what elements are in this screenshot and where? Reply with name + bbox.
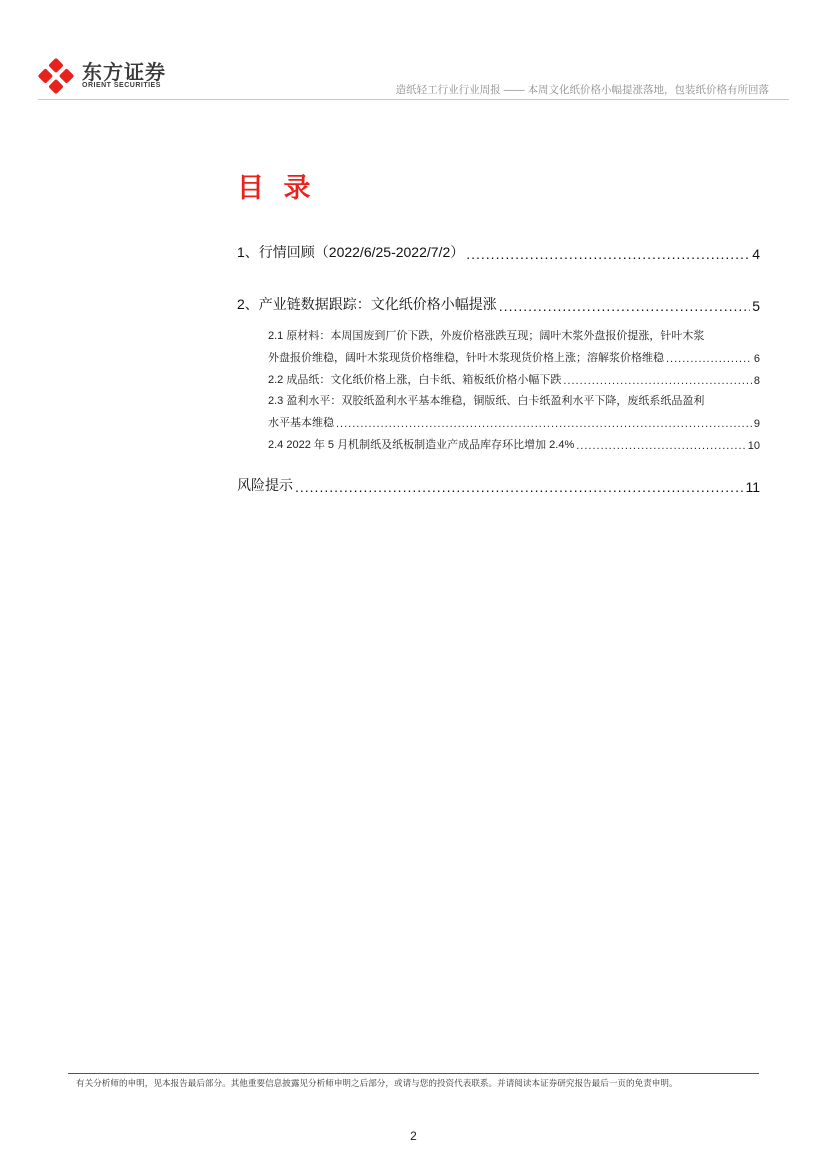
toc-item-label: 水平基本维稳 — [268, 417, 334, 429]
toc-item-label: 风险提示 — [237, 477, 293, 493]
toc-item-page: 8 — [753, 375, 760, 387]
toc-item-raw-materials-line1[interactable]: 2.1 原材料：本周国废到厂价下跌，外废价格涨跌互现；阔叶木浆外盘报价提涨，针叶木浆 — [268, 330, 705, 342]
toc-item-label: 2.4 2022 年 5 月机制纸及纸板制造业产成品库存环比增加 2.4% — [268, 439, 575, 451]
toc-item-market-review[interactable] — [237, 242, 760, 262]
header-divider — [38, 99, 789, 100]
logo-name-cn: 东方证券 — [82, 62, 166, 84]
toc-item-label: 外盘报价维稳，阔叶木浆现货价格维稳，针叶木浆现货价格上涨；溶解浆价格维稳 — [268, 352, 664, 364]
toc-item-profitability-line1[interactable]: 2.3 盈利水平：双胶纸盈利水平基本维稳，铜版纸、白卡纸盈利水平下降，废纸系纸品盈利 — [268, 395, 705, 407]
toc-item-page: 10 — [747, 440, 760, 452]
toc-leader-dots — [576, 440, 746, 452]
toc-item-industry-chain[interactable] — [237, 294, 760, 314]
toc-item-inventory[interactable] — [268, 436, 760, 452]
toc-item-risk-warning[interactable] — [237, 475, 760, 495]
toc-leader-dots — [336, 418, 752, 430]
toc-leader-dots — [563, 375, 752, 387]
toc-item-page: 9 — [753, 418, 760, 430]
toc-item-page: 4 — [752, 246, 760, 262]
toc-title: 目 录 — [237, 173, 317, 203]
page-number: 2 — [410, 1129, 417, 1143]
toc-item-label: 2、产业链数据跟踪：文化纸价格小幅提涨 — [237, 296, 497, 312]
toc-item-profitability[interactable] — [268, 414, 760, 430]
toc-item-page: 6 — [753, 353, 760, 365]
toc-item-page: 11 — [745, 479, 760, 495]
toc-item-finished-paper[interactable] — [268, 371, 760, 387]
toc-leader-dots — [295, 479, 743, 495]
toc-item-label: 1、行情回顾（2022/6/25-2022/7/2） — [237, 244, 465, 260]
footer-disclaimer: 有关分析师的申明，见本报告最后部分。其他重要信息披露见分析师申明之后部分，或请与您的投资代表联系。并请阅读本证券研究报告最后一页的免责申明。 — [76, 1078, 678, 1088]
toc-leader-dots — [666, 353, 752, 365]
report-header-title: 造纸轻工行业行业周报 —— 本周文化纸价格小幅提涨落地，包装纸价格有所回落 — [395, 84, 769, 96]
logo-name-en: ORIENT SECURITIES — [82, 82, 161, 89]
toc-item-raw-materials[interactable] — [268, 349, 760, 365]
toc-leader-dots — [466, 246, 750, 262]
footer-divider — [68, 1073, 759, 1074]
company-logo — [38, 56, 178, 96]
toc-item-page: 5 — [752, 298, 760, 314]
logo-mark-icon — [38, 58, 74, 94]
toc-leader-dots — [499, 298, 750, 314]
toc-item-label: 2.2 成品纸：文化纸价格上涨，白卡纸、箱板纸价格小幅下跌 — [268, 374, 562, 386]
